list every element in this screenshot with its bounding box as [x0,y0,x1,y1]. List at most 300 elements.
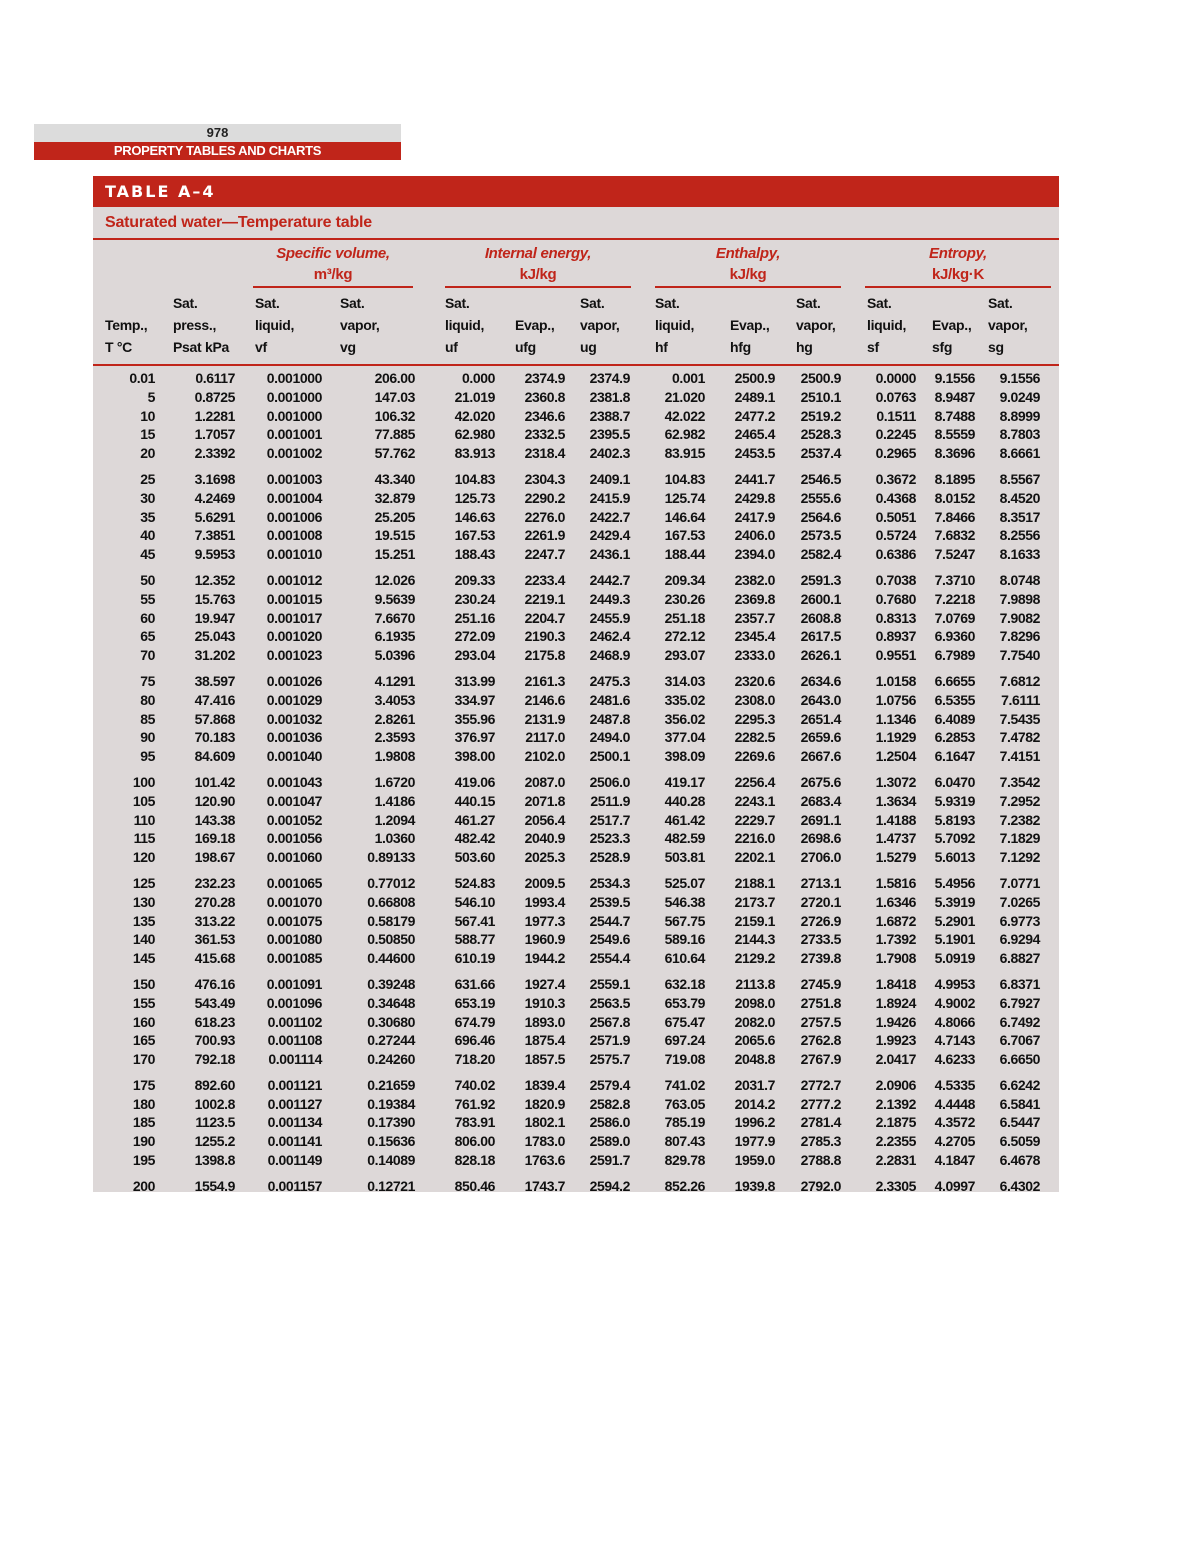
cell-vf: 0.001096 [266,994,322,1011]
cell-sfg: 6.9360 [934,628,975,645]
cell-ug: 2402.3 [589,445,630,462]
cell-sfg: 4.5335 [934,1076,975,1093]
cell-sat-press: 120.90 [194,792,235,809]
cell-sfg: 4.8066 [934,1013,975,1030]
cell-hf: 546.38 [664,893,705,910]
cell-ug: 2589.0 [589,1133,630,1150]
cell-uf: 696.46 [454,1032,495,1049]
cell-sfg: 7.8466 [934,508,975,525]
cell-hfg: 2345.4 [734,628,775,645]
cell-hfg: 2031.7 [734,1076,775,1093]
cell-hg: 2767.9 [800,1051,841,1068]
cell-ufg: 2318.4 [524,445,565,462]
group-units: m³/kg [313,266,353,283]
cell-temp: 105 [132,792,155,809]
cell-sat-press: 1255.2 [194,1133,235,1150]
cell-vg: 15.251 [374,546,415,563]
cell-vg: 25.205 [374,508,415,525]
cell-sfg: 8.5559 [934,426,975,443]
cell-sfg: 7.3710 [934,571,975,588]
cell-uf: 440.15 [454,792,495,809]
cell-temp: 160 [132,1013,155,1030]
cell-ug: 2579.4 [589,1076,630,1093]
table-row [93,728,1059,747]
cell-hg: 2751.8 [800,994,841,1011]
cell-uf: 104.83 [454,470,495,487]
cell-vg: 5.0396 [374,647,415,664]
cell-sat-press: 1.7057 [194,426,235,443]
cell-ug: 2594.2 [589,1177,630,1194]
cell-ug: 2487.8 [589,710,630,727]
cell-uf: 334.97 [454,691,495,708]
cell-sg: 8.6661 [999,445,1040,462]
cell-temp: 110 [133,811,155,828]
cell-hfg: 2082.0 [734,1013,775,1030]
cell-ug: 2582.8 [589,1095,630,1112]
cell-vg: 1.0360 [374,830,415,847]
cell-hfg: 2453.5 [734,445,775,462]
cell-temp: 20 [140,445,155,462]
column-header-vg: vapor, [340,317,380,333]
cell-hf: 440.28 [664,792,705,809]
cell-ufg: 2332.5 [524,426,565,443]
cell-sf: 1.3634 [875,792,916,809]
cell-sat-press: 313.22 [194,912,235,929]
table-row [93,571,1059,590]
cell-hg: 2757.5 [800,1013,841,1030]
cell-hf: 675.47 [664,1013,705,1030]
cell-sfg: 5.7092 [934,830,975,847]
table-row [93,526,1059,545]
cell-sat-press: 700.93 [194,1032,235,1049]
cell-hfg: 2417.9 [734,508,775,525]
cell-sat-press: 3.1698 [194,470,235,487]
cell-sg: 8.4520 [999,489,1040,506]
column-header-sfg: sfg [932,339,953,355]
cell-sfg: 8.7488 [934,407,975,424]
cell-hg: 2675.6 [800,773,841,790]
cell-vf: 0.001015 [266,590,322,607]
cell-temp: 5 [147,388,155,405]
cell-sf: 1.4737 [875,830,916,847]
table-row [93,369,1059,388]
cell-hf: 461.42 [664,811,705,828]
cell-hf: 230.26 [664,590,705,607]
table-row [93,848,1059,867]
cell-sfg: 7.6832 [934,527,975,544]
cell-ufg: 1763.6 [524,1152,565,1169]
property-table [93,176,1059,1192]
cell-hg: 2698.6 [800,830,841,847]
cell-sf: 0.2965 [875,445,916,462]
cell-ufg: 2290.2 [524,489,565,506]
row-group [93,369,1059,463]
cell-sg: 8.1633 [999,546,1040,563]
cell-sfg: 4.4448 [934,1095,975,1112]
cell-uf: 783.91 [454,1114,495,1131]
cell-sf: 0.6386 [875,546,916,563]
cell-temp: 40 [140,527,155,544]
table-row [93,672,1059,691]
cell-hf: 377.04 [664,729,705,746]
cell-sf: 1.7392 [875,931,916,948]
cell-ug: 2395.5 [589,426,630,443]
cell-vg: 0.39248 [367,975,415,992]
column-header-vf: liquid, [255,317,295,333]
cell-sg: 6.6242 [999,1076,1040,1093]
cell-sg: 7.4782 [999,729,1040,746]
cell-sat-press: 169.18 [194,830,235,847]
cell-uf: 674.79 [454,1013,495,1030]
cell-vf: 0.001017 [266,609,322,626]
table-row [93,627,1059,646]
column-header-vf: Sat. [255,295,280,311]
cell-vf: 0.001157 [267,1177,322,1194]
cell-hfg: 2229.7 [734,811,775,828]
cell-hfg: 2489.1 [734,388,775,405]
cell-ug: 2429.4 [589,527,630,544]
table-row [93,1076,1059,1095]
cell-temp: 30 [140,489,155,506]
cell-hf: 482.59 [664,830,705,847]
cell-vf: 0.001149 [267,1152,322,1169]
column-header-ufg: ufg [515,339,536,355]
cell-sf: 1.0158 [875,672,916,689]
cell-vg: 0.89133 [367,849,415,866]
table-row [93,691,1059,710]
cell-temp: 25 [140,470,155,487]
cell-ufg: 2040.9 [524,830,565,847]
cell-uf: 62.980 [454,426,495,443]
cell-hf: 272.12 [664,628,705,645]
cell-ufg: 2131.9 [524,710,565,727]
cell-sg: 9.1556 [999,370,1040,386]
cell-sfg: 9.1556 [934,370,975,386]
cell-hg: 2762.8 [800,1032,841,1049]
cell-hfg: 2269.6 [734,748,775,765]
cell-ufg: 1802.1 [524,1114,565,1131]
cell-hg: 2626.1 [800,647,841,664]
cell-vg: 57.762 [374,445,415,462]
cell-hfg: 2357.7 [734,609,775,626]
cell-vf: 0.001010 [266,546,322,563]
cell-sfg: 4.1847 [934,1152,975,1169]
cell-sf: 1.5279 [875,849,916,866]
table-row [93,1132,1059,1151]
cell-hf: 125.74 [664,489,705,506]
column-header-sg: sg [988,339,1004,355]
cell-sg: 6.7492 [999,1013,1040,1030]
cell-ug: 2381.8 [589,388,630,405]
cell-temp: 150 [132,975,155,992]
table-row [93,1113,1059,1132]
cell-temp: 145 [132,950,155,967]
column-header-sf: sf [867,339,879,355]
column-header-sfg: Evap., [932,317,972,333]
cell-sg: 7.4151 [999,748,1040,765]
row-group [93,672,1059,766]
cell-sat-press: 476.16 [194,975,235,992]
cell-sfg: 8.0152 [934,489,975,506]
cell-uf: 461.27 [454,811,495,828]
table-row [93,994,1059,1013]
table-row [93,773,1059,792]
cell-ufg: 1993.4 [524,893,565,910]
cell-uf: 272.09 [454,628,495,645]
column-header-hf: Sat. [655,295,680,311]
group-rule [655,286,841,288]
cell-hg: 2772.7 [800,1076,841,1093]
column-header-hfg: hfg [730,339,751,355]
cell-ufg: 2360.8 [524,388,565,405]
cell-hfg: 2333.0 [734,647,775,664]
cell-hg: 2683.4 [800,792,841,809]
table-row [93,829,1059,848]
cell-uf: 740.02 [454,1076,495,1093]
cell-vf: 0.001012 [266,571,322,588]
cell-vf: 0.001032 [266,710,322,727]
column-header-uf: liquid, [445,317,485,333]
cell-hfg: 2065.6 [734,1032,775,1049]
cell-ug: 2511.9 [590,792,630,809]
cell-hg: 2781.4 [800,1114,841,1131]
cell-vf: 0.001127 [267,1095,322,1112]
cell-hf: 719.08 [664,1051,705,1068]
cell-ug: 2523.3 [589,830,630,847]
cell-uf: 209.33 [454,571,495,588]
cell-vf: 0.001080 [266,931,322,948]
cell-sg: 8.3517 [999,508,1040,525]
cell-temp: 115 [133,830,155,847]
cell-hfg: 2129.2 [734,950,775,967]
cell-sat-press: 892.60 [194,1076,235,1093]
cell-sfg: 7.2218 [934,590,975,607]
cell-vf: 0.001000 [266,407,322,424]
cell-sg: 9.0249 [999,388,1040,405]
cell-hfg: 2216.0 [734,830,775,847]
cell-hf: 852.26 [664,1177,705,1194]
table-row [93,646,1059,665]
cell-ug: 2554.4 [589,950,630,967]
cell-sat-press: 2.3392 [194,445,235,462]
cell-sf: 1.7908 [875,950,916,967]
cell-ufg: 2276.0 [524,508,565,525]
cell-sf: 1.8418 [875,975,916,992]
cell-ufg: 2117.0 [525,729,565,746]
cell-uf: 806.00 [454,1133,495,1150]
cell-ug: 2567.8 [589,1013,630,1030]
cell-sf: 2.2831 [875,1152,916,1169]
cell-sat-press: 1398.8 [194,1152,235,1169]
cell-sf: 1.4188 [875,811,916,828]
cell-sfg: 4.0997 [934,1177,975,1194]
cell-hf: 567.75 [664,912,705,929]
table-row [93,489,1059,508]
cell-hg: 2643.0 [800,691,841,708]
cell-hg: 2667.6 [800,748,841,765]
cell-hfg: 1977.9 [734,1133,775,1150]
cell-sat-press: 70.183 [194,729,235,746]
cell-hg: 2651.4 [800,710,841,727]
cell-vg: 147.03 [374,388,415,405]
cell-hfg: 2113.8 [735,975,775,992]
cell-sf: 0.7038 [875,571,916,588]
column-header-ug: vapor, [580,317,620,333]
cell-vf: 0.001102 [267,1013,322,1030]
cell-sg: 7.8296 [999,628,1040,645]
column-header-sat-press: press., [173,317,217,333]
table-row [93,1095,1059,1114]
cell-ug: 2539.5 [589,893,630,910]
cell-sfg: 6.7989 [934,647,975,664]
cell-ug: 2481.6 [589,691,630,708]
cell-vf: 0.001141 [267,1133,322,1150]
cell-vf: 0.001091 [266,975,322,992]
column-header-sf: liquid, [867,317,907,333]
cell-ufg: 1893.0 [524,1013,565,1030]
table-row [93,470,1059,489]
cell-ug: 2455.9 [589,609,630,626]
cell-vf: 0.001047 [266,792,322,809]
cell-hfg: 2256.4 [734,773,775,790]
group-title: Entropy, [929,245,987,262]
cell-hfg: 1939.8 [734,1177,775,1194]
cell-uf: 167.53 [454,527,495,544]
cell-vg: 6.1935 [374,628,415,645]
cell-sat-press: 25.043 [194,628,235,645]
cell-vg: 0.50850 [367,931,415,948]
cell-temp: 195 [132,1152,155,1169]
cell-sf: 0.7680 [875,590,916,607]
cell-ufg: 1977.3 [524,912,565,929]
cell-hg: 2792.0 [800,1177,841,1194]
cell-sg: 6.4302 [999,1177,1040,1194]
cell-sg: 7.9082 [999,609,1040,626]
cell-vg: 1.2094 [374,811,415,828]
table-row [93,1013,1059,1032]
cell-vf: 0.001006 [266,508,322,525]
column-header-sf: Sat. [867,295,892,311]
cell-sg: 7.1829 [999,830,1040,847]
section-title: PROPERTY TABLES AND CHARTS [34,142,401,160]
cell-sg: 6.9294 [999,931,1040,948]
cell-sfg: 4.2705 [934,1133,975,1150]
cell-hg: 2634.6 [800,672,841,689]
cell-sg: 7.0771 [999,874,1040,891]
cell-uf: 503.60 [454,849,495,866]
header-rule [93,364,1059,366]
cell-vf: 0.001075 [266,912,322,929]
cell-vf: 0.001070 [266,893,322,910]
cell-sg: 6.5059 [999,1133,1040,1150]
cell-sf: 1.1929 [875,729,916,746]
cell-hg: 2777.2 [800,1095,841,1112]
column-header-sat-press: Psat kPa [173,339,229,355]
cell-hfg: 2282.5 [734,729,775,746]
column-header-sat-press: Sat. [173,295,198,311]
cell-sfg: 7.5247 [934,546,975,563]
cell-vg: 7.6670 [374,609,415,626]
row-group [93,975,1059,1069]
cell-sat-press: 361.53 [194,931,235,948]
group-rule [445,286,631,288]
cell-hfg: 2500.9 [734,370,775,386]
cell-ug: 2544.7 [589,912,630,929]
row-group [93,1076,1059,1170]
cell-sf: 1.9923 [875,1032,916,1049]
cell-ug: 2374.9 [589,370,630,386]
group-rule [253,286,413,288]
cell-sfg: 6.2853 [934,729,975,746]
cell-sf: 1.5816 [875,874,916,891]
cell-temp: 185 [132,1114,155,1131]
cell-ug: 2442.7 [589,571,630,588]
column-header-hg: hg [796,339,813,355]
cell-hfg: 2477.2 [734,407,775,424]
table-row [93,930,1059,949]
cell-hfg: 2188.1 [734,874,775,891]
cell-hf: 83.915 [664,445,705,462]
cell-temp: 70 [140,647,155,664]
cell-sfg: 5.9319 [934,792,975,809]
cell-sat-press: 792.18 [194,1051,235,1068]
cell-hg: 2591.3 [800,571,841,588]
cell-sat-press: 5.6291 [194,508,235,525]
cell-vg: 0.24260 [367,1051,415,1068]
cell-hf: 525.07 [664,874,705,891]
cell-uf: 828.18 [454,1152,495,1169]
cell-sf: 2.0906 [875,1076,916,1093]
cell-hfg: 2369.8 [734,590,775,607]
cell-hg: 2691.1 [800,811,841,828]
cell-sat-press: 232.23 [194,874,235,891]
cell-uf: 718.20 [454,1051,495,1068]
cell-vg: 2.3593 [374,729,415,746]
cell-temp: 155 [132,994,155,1011]
cell-temp: 190 [132,1133,155,1150]
cell-sat-press: 9.5953 [194,546,235,563]
table-row [93,710,1059,729]
cell-temp: 80 [140,691,155,708]
cell-sf: 0.5051 [875,508,916,525]
cell-hg: 2785.3 [800,1133,841,1150]
cell-sf: 0.8313 [875,609,916,626]
cell-sat-press: 1554.9 [194,1177,235,1194]
cell-ug: 2591.7 [589,1152,630,1169]
cell-sfg: 6.1647 [934,748,975,765]
cell-vg: 32.879 [374,489,415,506]
cell-sat-press: 143.38 [194,811,235,828]
cell-sg: 7.2952 [999,792,1040,809]
cell-hg: 2617.5 [800,628,841,645]
cell-sat-press: 1123.5 [195,1114,235,1131]
cell-hfg: 2173.7 [734,893,775,910]
cell-sg: 7.6812 [999,672,1040,689]
cell-sf: 2.2355 [875,1133,916,1150]
cell-vg: 106.32 [374,407,415,424]
cell-vf: 0.001052 [266,811,322,828]
cell-sat-press: 0.6117 [195,370,235,386]
cell-vf: 0.001040 [266,748,322,765]
cell-hg: 2745.9 [800,975,841,992]
cell-sat-press: 12.352 [194,571,235,588]
column-header-hf: liquid, [655,317,695,333]
cell-hfg: 2202.1 [734,849,775,866]
cell-hg: 2537.4 [800,445,841,462]
cell-hf: 589.16 [664,931,705,948]
cell-sf: 1.6872 [875,912,916,929]
page-number: 978 [34,124,401,142]
